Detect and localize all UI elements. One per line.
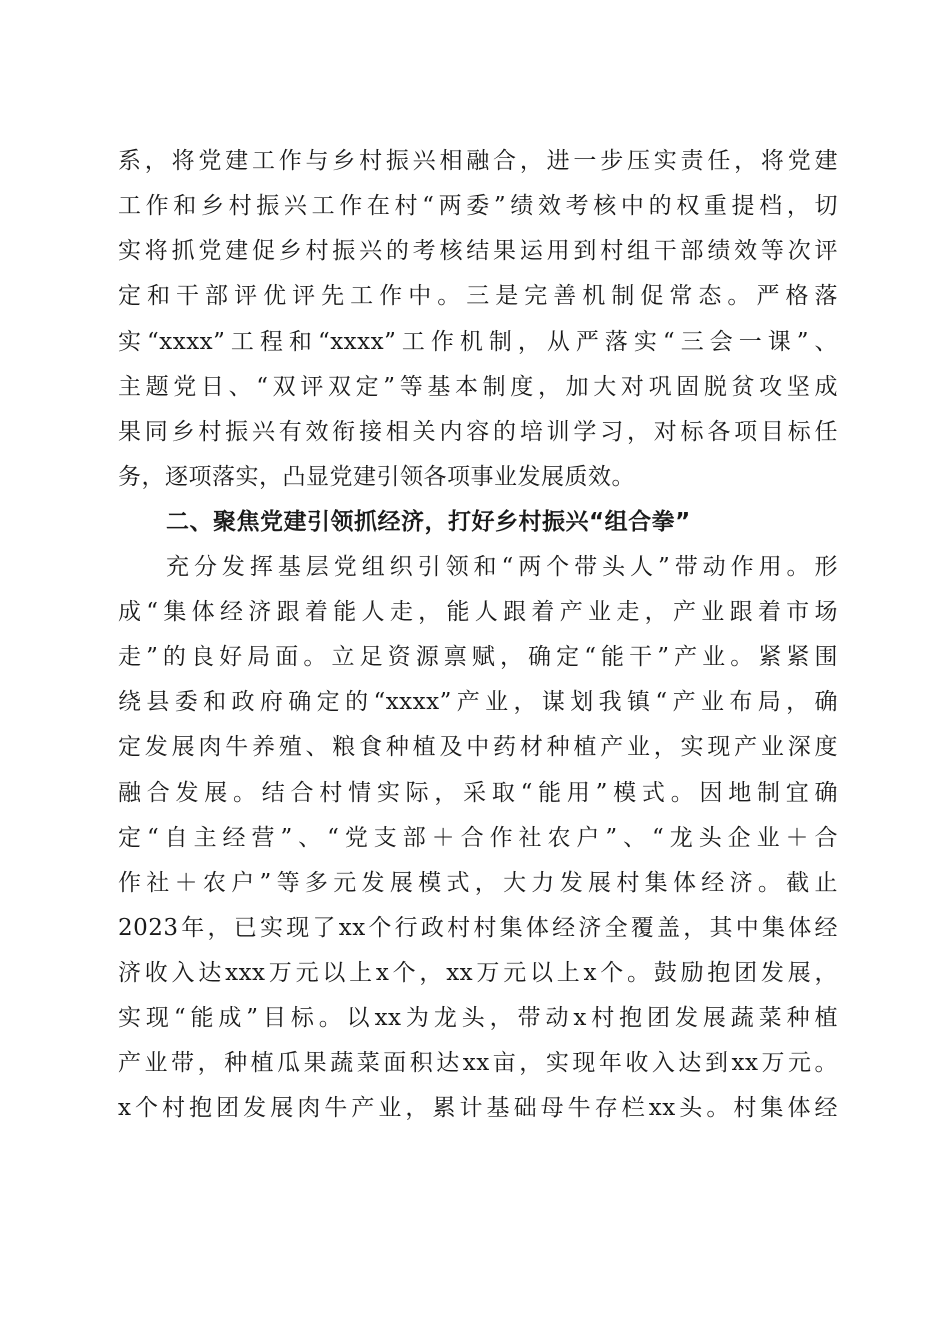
paragraph-line: 2023年，已实现了xx个行政村村集体经济全覆盖，其中集体经 xyxy=(118,915,838,941)
paragraph-line: 绕县委和政府确定的“xxxx”产业，谋划我镇“产业布局，确 xyxy=(118,689,838,715)
paragraph-line: 融合发展。结合村情实际，采取“能用”模式。因地制宜确 xyxy=(118,780,838,806)
paragraph-line: 实现“能成”目标。以xx为龙头，带动x村抱团发展蔬菜种植 xyxy=(118,1005,838,1031)
paragraph-line: 定“自主经营”、“党支部＋合作社农户”、“龙头企业＋合 xyxy=(118,825,838,851)
paragraph-line: 实将抓党建促乡村振兴的考核结果运用到村组干部绩效等次评 xyxy=(118,238,838,264)
paragraph-line: 走”的良好局面。立足资源禀赋，确定“能干”产业。紧紧围 xyxy=(118,644,838,670)
paragraph-line: 定发展肉牛养殖、粮食种植及中药材种植产业，实现产业深度 xyxy=(118,734,838,760)
paragraph-line: 济收入达xxx万元以上x个，xx万元以上x个。鼓励抱团发展， xyxy=(118,960,838,986)
paragraph-line: 工作和乡村振兴工作在村“两委”绩效考核中的权重提档，切 xyxy=(118,193,838,219)
paragraph-line: 产业带，种植瓜果蔬菜面积达xx亩，实现年收入达到xx万元。 xyxy=(118,1050,838,1076)
paragraph-line: 主题党日、“双评双定”等基本制度，加大对巩固脱贫攻坚成 xyxy=(118,374,838,400)
paragraph-line: 作社＋农户”等多元发展模式，大力发展村集体经济。截止 xyxy=(118,870,838,896)
section-heading: 二、聚焦党建引领抓经济，打好乡村振兴“组合拳” xyxy=(166,509,691,535)
paragraph-line: 成“集体经济跟着能人走，能人跟着产业走，产业跟着市场 xyxy=(118,599,838,625)
paragraph-line: 定和干部评优评先工作中。三是完善机制促常态。严格落 xyxy=(118,283,838,309)
paragraph-line: 充分发挥基层党组织引领和“两个带头人”带动作用。形 xyxy=(166,554,838,580)
paragraph-line: 务，逐项落实，凸显党建引领各项事业发展质效。 xyxy=(118,464,635,490)
paragraph-line: x个村抱团发展肉牛产业，累计基础母牛存栏xx头。村集体经 xyxy=(118,1095,838,1121)
paragraph-line: 实“xxxx”工程和“xxxx”工作机制，从严落实“三会一课”、 xyxy=(118,329,838,355)
paragraph-line: 系，将党建工作与乡村振兴相融合，进一步压实责任，将党建 xyxy=(118,148,838,174)
paragraph-line: 果同乡村振兴有效衔接相关内容的培训学习，对标各项目标任 xyxy=(118,419,838,445)
